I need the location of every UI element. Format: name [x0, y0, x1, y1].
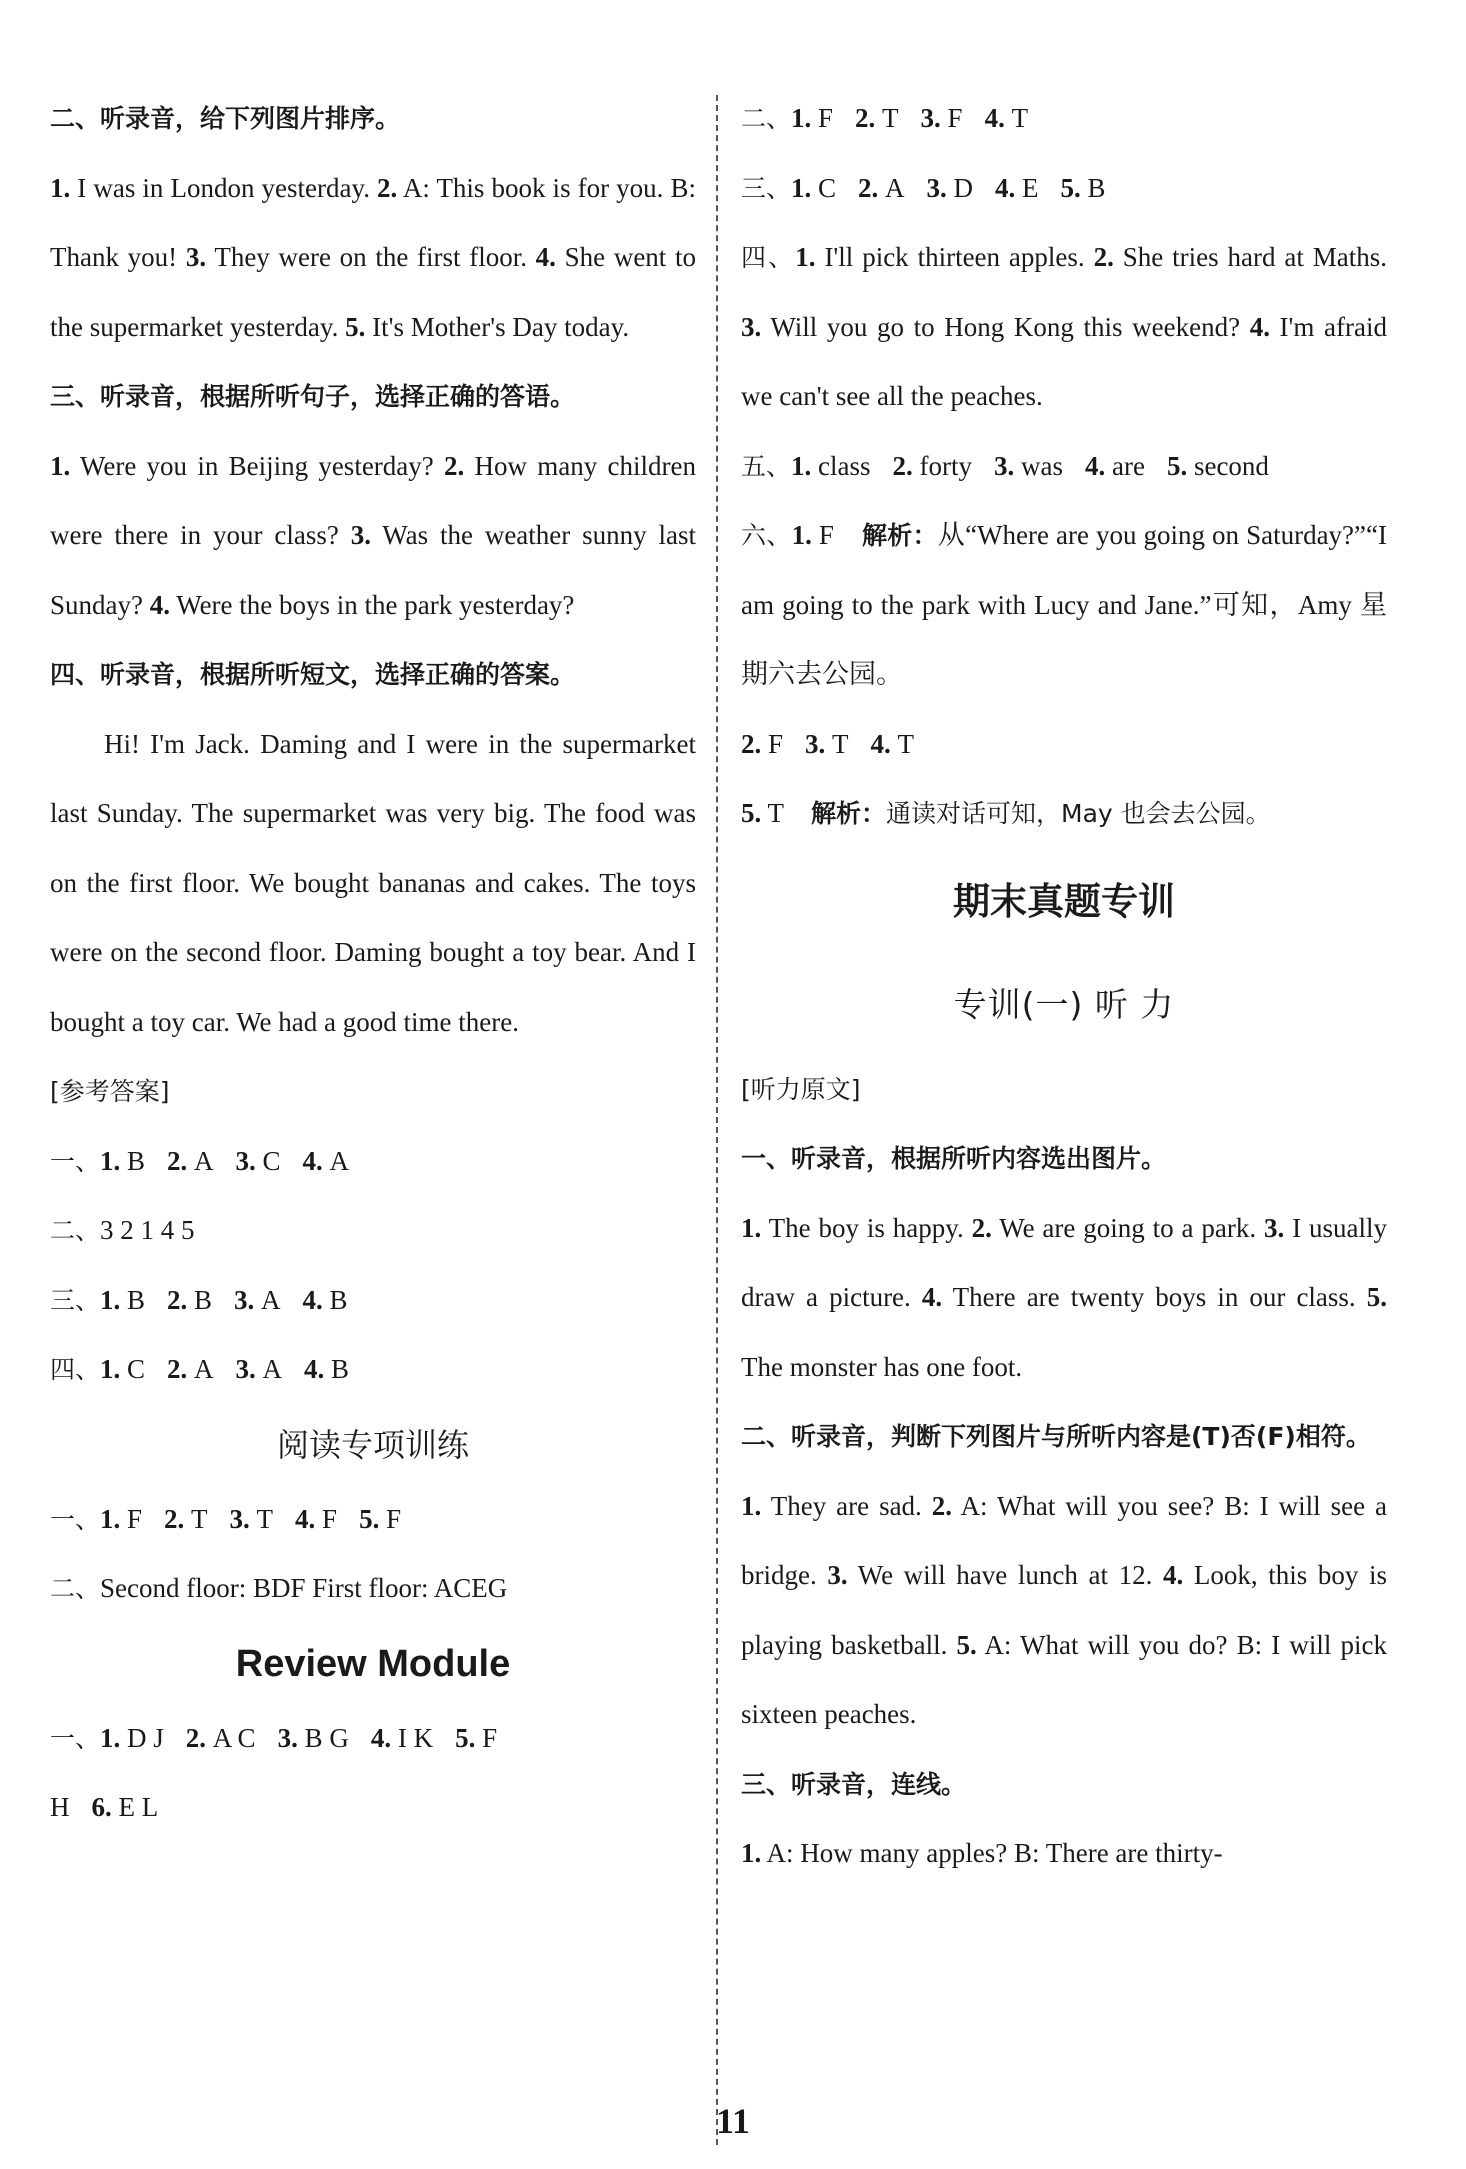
item-number: 5.: [455, 1722, 483, 1753]
answer-row: [50, 1127, 696, 1197]
item-number: 6.: [91, 1792, 119, 1822]
answer-value: T: [882, 103, 899, 133]
transcript-paragraph: [50, 432, 696, 641]
left-column: [50, 84, 696, 1843]
answer-list: [50, 1127, 696, 1405]
item-number: 2.: [1093, 242, 1114, 272]
answer-value: A: [885, 172, 905, 203]
right-column: [741, 84, 1387, 1889]
item-number: 3.: [229, 1503, 257, 1534]
answer-paragraph: 5. T 解析：通读对话可知，May 也会去公园。: [741, 798, 1271, 828]
sentence: A: What will you do? B: I will pick sixteen peaches.: [741, 1629, 1388, 1729]
answer-row: [50, 1335, 696, 1405]
item-number: 1.: [791, 172, 819, 203]
transcript-label: [听力原文]: [741, 1074, 861, 1104]
answer-value: F: [482, 1722, 498, 1753]
item-number: 2.: [185, 1722, 213, 1753]
answer-value: T: [1011, 103, 1029, 133]
answer-value: T: [832, 728, 849, 759]
answer-row: [50, 1704, 696, 1774]
answer-value: F: [386, 1503, 402, 1534]
item-number: 4.: [870, 728, 898, 759]
item-number: 4.: [1084, 450, 1112, 481]
item-number: 3.: [926, 172, 954, 203]
answer-row: [741, 154, 1387, 224]
sentence: It's Mother's Day today.: [365, 311, 630, 342]
item-number: 2.: [444, 450, 465, 481]
answer-value: forty: [919, 450, 972, 481]
sentence: The monster has one foot.: [741, 1351, 1023, 1382]
unit-title: 专训(一) 听 力: [953, 984, 1175, 1024]
answer-value: B G: [304, 1722, 349, 1753]
item-number: 4.: [302, 1284, 330, 1315]
answer-row: [741, 84, 1387, 154]
item-number: 4.: [149, 589, 170, 620]
sentence: She went to the supermarket yesterday.: [50, 242, 696, 342]
answer-row: [50, 1485, 696, 1555]
item-number: 5.: [345, 311, 366, 342]
item-number: 2.: [167, 1284, 195, 1315]
section-prefix: 二、: [741, 104, 792, 133]
chapter-title: 期末真题专训: [953, 879, 1175, 923]
section-heading: 二、听录音，判断下列图片与所听内容是(T)否(F)相符。: [741, 1422, 1371, 1451]
answer-value: second: [1193, 450, 1269, 481]
sentence: There are twenty boys in our class.: [942, 1282, 1367, 1312]
section-heading: 一、听录音，根据所听内容选出图片。: [741, 1144, 1167, 1173]
section-heading: 三、听录音，连线。: [741, 1769, 967, 1799]
answer-value: A: [262, 1354, 283, 1384]
item-number: 1.: [100, 1354, 128, 1384]
sentence: The boy is happy.: [761, 1212, 972, 1243]
sentence: A: What will you see? B: I will see a bridge.: [741, 1490, 1387, 1590]
item-number: 4.: [1249, 311, 1270, 342]
item-number: 2.: [858, 172, 886, 203]
answer-value: B: [194, 1284, 213, 1315]
sentence: Look, this boy is playing basketball.: [741, 1560, 1388, 1660]
section-prefix: 二、: [50, 1216, 101, 1245]
answer-value: B: [127, 1145, 146, 1176]
transcript-paragraph: [741, 1194, 1387, 1403]
answer-value: A: [329, 1145, 350, 1176]
item-number: 5.: [1060, 172, 1088, 203]
sentence: I was in London yesterday.: [70, 172, 378, 203]
answer-row: [741, 710, 1387, 780]
sentence: I usually draw a picture.: [741, 1212, 1387, 1312]
sentence: We are going to a park.: [991, 1212, 1264, 1243]
answer-value: C: [262, 1145, 281, 1176]
answer-value: F: [127, 1503, 143, 1534]
section-heading: 四、听录音，根据所听短文，选择正确的答案。: [50, 660, 576, 689]
page-number: 11: [715, 2101, 750, 2141]
section-prefix: 五、: [741, 451, 792, 481]
section-title: 阅读专项训练: [276, 1425, 469, 1464]
section-prefix: 四、: [741, 243, 796, 272]
sentence: Were the boys in the park yesterday?: [169, 589, 575, 620]
item-number: 1.: [791, 103, 819, 133]
item-number: 4.: [921, 1282, 943, 1312]
item-number: 2.: [892, 450, 920, 481]
item-number: 1.: [100, 1503, 128, 1534]
answer-row: [50, 1266, 696, 1336]
transcript-paragraph: [741, 1472, 1387, 1750]
answer-value: D J: [127, 1722, 164, 1753]
item-number: 1.: [791, 450, 819, 481]
answer-value: C: [127, 1354, 146, 1384]
item-number: 4.: [984, 103, 1012, 133]
item-number: 3.: [993, 450, 1021, 481]
item-number: 1.: [100, 1284, 128, 1315]
item-number: 1.: [50, 450, 71, 481]
item-number: 4.: [370, 1722, 398, 1753]
transcript-paragraph: [741, 1819, 1387, 1889]
answer-value: H: [50, 1792, 70, 1822]
answer-paragraph: [741, 223, 1387, 432]
item-number: 1.: [50, 172, 71, 203]
item-number: 1.: [741, 1212, 762, 1243]
analysis-label: 解析：: [861, 521, 938, 550]
answer-value: class: [818, 450, 871, 481]
item-number: 2.: [164, 1503, 192, 1534]
answer-value: A: [194, 1145, 214, 1176]
answer-value: F: [818, 103, 834, 133]
answer-value: E L: [118, 1792, 159, 1822]
sentence: How many children were there in your class?: [50, 450, 696, 550]
item-number: 5.: [956, 1629, 977, 1660]
item-number: 3.: [185, 242, 207, 272]
listening-passage: Hi! I'm Jack. Daming and I were in the supermarket last Sunday. The supermarket was very big. The food was on the first floor. We bought bananas and cakes. The toys were on the second floor. Daming bought a toy bear. And I bought a toy car. We had a good time there.: [50, 728, 696, 1037]
item-number: 3.: [235, 1145, 263, 1176]
answer-value: B: [331, 1354, 350, 1384]
section-heading: 二、听录音，给下列图片排序。: [50, 104, 401, 133]
item-number: 1.: [741, 1490, 762, 1521]
sentence: They were on the first floor.: [206, 242, 536, 272]
answer-value: F: [768, 728, 784, 759]
column-divider: [716, 95, 718, 2145]
item-number: 5.: [359, 1503, 387, 1534]
answer-value: B: [127, 1284, 146, 1315]
answer-value: A C: [212, 1722, 256, 1753]
item-number: 2.: [377, 172, 398, 203]
answer-value: E: [1022, 172, 1039, 203]
sentence: Will you go to Hong Kong this weekend?: [761, 311, 1250, 342]
sentence: We will have lunch at 12.: [847, 1560, 1163, 1590]
item-number: 3.: [827, 1560, 848, 1590]
sentence: I'll pick thirteen apples.: [815, 242, 1094, 272]
answer-value: T: [256, 1503, 274, 1534]
item-number: 4.: [535, 242, 556, 272]
answer-value: A: [261, 1284, 281, 1315]
item-number: 4.: [995, 172, 1023, 203]
item-number: 1.: [741, 1838, 762, 1868]
answer-row: [741, 432, 1387, 502]
answer-value: 3 2 1 4 5: [100, 1215, 195, 1245]
item-number: 2.: [167, 1145, 195, 1176]
answer-list: [50, 1485, 696, 1555]
sentence: Were you in Beijing yesterday?: [70, 450, 445, 481]
answer-paragraph: 六、1. F 解析：从“Where are you going on Saturday?”“I am going to the park with Lucy and Jane.”可知，Amy 星期六去公园。: [741, 520, 1387, 689]
sentence: Was the weather sunny last Sunday?: [50, 520, 696, 620]
sentence: A: This book is for you. B: Thank you!: [50, 172, 696, 272]
item-number: 4.: [302, 1145, 330, 1176]
item-number: 1.: [100, 1722, 128, 1753]
section-prefix: 一、: [50, 1723, 101, 1753]
item-number: 3.: [741, 311, 762, 342]
item-number: 3.: [277, 1722, 305, 1753]
item-number: 3.: [234, 1284, 262, 1315]
item-number: 4.: [295, 1503, 323, 1534]
transcript-paragraph: [50, 154, 696, 363]
item-number: 5.: [1366, 1282, 1387, 1312]
item-number: 4.: [1163, 1560, 1184, 1590]
section-heading: 三、听录音，根据所听句子，选择正确的答语。: [50, 382, 576, 411]
section-title: Review Module: [235, 1642, 511, 1685]
sentence: I'm afraid we can't see all the peaches.: [741, 311, 1387, 411]
answer-value: B: [329, 1284, 348, 1315]
answer-value: F: [322, 1503, 338, 1534]
item-number: 3.: [235, 1354, 263, 1384]
sentence: They are sad.: [761, 1490, 932, 1521]
section-prefix: 一、: [50, 1146, 101, 1176]
answer-row: [50, 1773, 696, 1843]
answers-label: [参考答案]: [50, 1077, 170, 1106]
answer-row: [50, 1196, 696, 1266]
answer-row: 二、Second floor: BDF First floor: ACEG: [50, 1573, 508, 1603]
item-number: 3.: [1263, 1212, 1285, 1243]
answer-value: I K: [397, 1722, 434, 1753]
answer-value: D: [953, 172, 974, 203]
item-number: 2.: [971, 1212, 992, 1243]
item-number: 2.: [167, 1354, 195, 1384]
section-prefix: 三、: [50, 1285, 101, 1315]
answer-value: C: [818, 172, 837, 203]
sentence: She tries hard at Maths.: [1113, 242, 1387, 272]
item-number: 4.: [304, 1354, 332, 1384]
answer-value: T: [897, 728, 915, 759]
item-number: 2.: [931, 1490, 953, 1521]
item-number: 2.: [855, 103, 883, 133]
answer-value: are: [1111, 450, 1145, 481]
section-prefix: 三、: [741, 173, 792, 203]
item-number: 3.: [350, 520, 371, 550]
item-number: 2.: [741, 728, 768, 759]
answer-value: A: [194, 1354, 214, 1384]
item-number: 3.: [805, 728, 833, 759]
item-number: 5.: [1166, 450, 1194, 481]
answer-value: F: [947, 103, 963, 133]
item-number: 1.: [100, 1145, 128, 1176]
answer-value: was: [1020, 450, 1063, 481]
answer-value: T: [191, 1503, 208, 1534]
item-number: 1.: [795, 242, 816, 272]
section-prefix: 一、: [50, 1504, 101, 1534]
item-number: 3.: [920, 103, 948, 133]
answer-value: B: [1087, 172, 1106, 203]
section-prefix: 四、: [50, 1355, 101, 1384]
analysis-label: 解析：: [811, 799, 887, 828]
sentence: A: How many apples? B: There are thirty-: [761, 1838, 1223, 1868]
